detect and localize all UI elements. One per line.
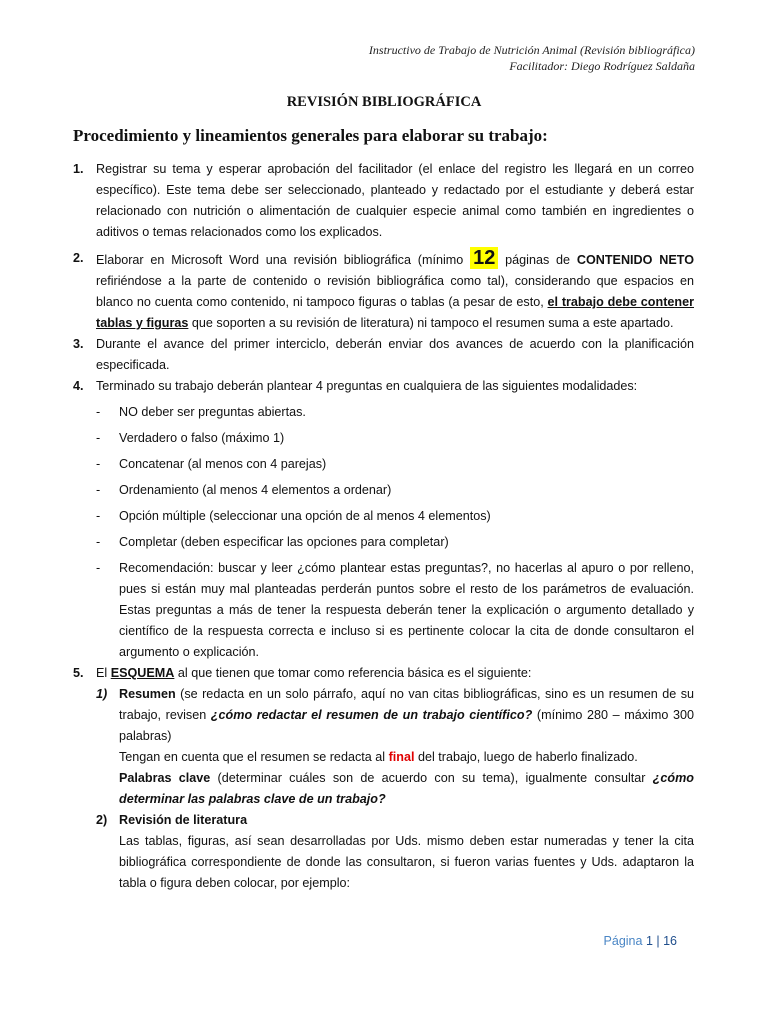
option-item (96, 454, 694, 475)
list-item-3 (73, 334, 694, 376)
option-text: NO deber ser preguntas abiertas. (119, 405, 306, 419)
item-number: 4. (73, 379, 84, 393)
page-header (369, 42, 695, 74)
keywords-label: Palabras clave (119, 771, 211, 785)
header-line-2: Facilitador: Diego Rodríguez Saldaña (509, 59, 695, 73)
section-number: 1) (96, 687, 108, 701)
scheme-section-summary (96, 684, 694, 810)
dash-bullet: - (96, 405, 101, 419)
net-content-label: CONTENIDO NETO (576, 253, 694, 267)
item-text: páginas de (498, 253, 577, 267)
dash-bullet: - (96, 535, 101, 549)
literature-label: Revisión de literatura (119, 813, 248, 827)
option-item (96, 428, 694, 449)
note-text: Tengan en cuenta que el resumen se redacta al (119, 750, 389, 764)
option-item (96, 532, 694, 553)
item-number: 3. (73, 337, 84, 351)
item-number: 5. (73, 666, 84, 680)
scheme-label: ESQUEMA (110, 666, 175, 680)
header-line-1: Instructivo de Trabajo de Nutrición Animal (Revisión bibliográfica) (368, 43, 695, 57)
question-options (73, 402, 694, 663)
scheme-section-literature (96, 810, 694, 894)
option-text: Recomendación: buscar y leer ¿cómo plantear estas preguntas?, no hacerlas al apuro o por relleno, pues si están muy mal planteadas perderán puntos sobre el resto de los parámetros de evaluación. Estas preguntas a más de tener la respuesta deberán tener la explicación o argumento detallado y científico de la respuesta correcta e incluso si es pertinente colocar la cita de donde consultaron el argumento o explicación. (119, 561, 694, 659)
current-page: 1 (645, 934, 653, 948)
dash-bullet: - (96, 483, 101, 497)
page-separator: | (652, 934, 664, 948)
summary-text: (mínimo 280 – máximo 300 palabras) (119, 708, 694, 743)
option-item (96, 480, 694, 501)
summary-note (119, 747, 694, 768)
keywords-text: (determinar cuáles son de acuerdo con su tema), igualmente consultar (210, 771, 653, 785)
page-label: Página (603, 934, 646, 948)
option-text: Concatenar (al menos con 4 parejas) (119, 457, 327, 471)
total-pages: 16 (663, 934, 677, 948)
item-text: al que tienen que tomar como referencia básica es el siguiente: (174, 666, 532, 680)
instructions-list (73, 159, 694, 894)
option-item (96, 402, 694, 423)
min-pages-highlight: 12 (470, 247, 498, 269)
option-item (96, 558, 694, 663)
option-item (96, 506, 694, 527)
list-item-1 (73, 159, 694, 243)
item-text: Elaborar en Microsoft Word una revisión bibliográfica (mínimo (96, 253, 471, 267)
option-text: Opción múltiple (seleccionar una opción de al menos 4 elementos) (119, 509, 491, 523)
summary-text: (se redacta en un solo párrafo, aquí no van citas bibliográficas, sino es un resumen de su trabajo, revisen (119, 687, 694, 722)
item-text: El (96, 666, 111, 680)
literature-text: Las tablas, figuras, así sean desarrolladas por Uds. mismo deben estar numeradas y tener la cita bibliográfica correspondiente de donde las consultaron, si fueron varias fuentes y Uds. adaptaron la tabla o figura deben colocar, por ejemplo: (119, 834, 694, 890)
scheme-sections (73, 684, 694, 894)
dash-bullet: - (96, 561, 101, 575)
option-text: Verdadero o falso (máximo 1) (119, 431, 285, 445)
item-text: que soporten a su revisión de literatura) ni tampoco el resumen suma a este apartado. (188, 316, 674, 330)
summary-label: Resumen (119, 687, 176, 701)
item-text: Terminado su trabajo deberán plantear 4 preguntas en cualquiera de las siguientes modalidades: (96, 379, 638, 393)
section-heading: Procedimiento y lineamientos generales para elaborar su trabajo: (73, 126, 548, 145)
dash-bullet: - (96, 457, 101, 471)
note-text: del trabajo, luego de haberlo finalizado. (414, 750, 638, 764)
dash-bullet: - (96, 431, 101, 445)
summary-guide-reference: ¿cómo redactar el resumen de un trabajo científico? (210, 708, 533, 722)
option-text: Completar (deben especificar las opciones para completar) (119, 535, 449, 549)
document-title: REVISIÓN BIBLIOGRÁFICA (286, 94, 482, 110)
list-item-2 (73, 248, 694, 334)
tables-figures-note: el trabajo debe contener tablas y figuras (96, 295, 694, 330)
section-number: 2) (96, 813, 108, 827)
keywords-paragraph (119, 768, 694, 810)
final-emphasis: final (388, 750, 415, 764)
item-text: refiriéndose a la parte de contenido o revisión bibliográfica como tal), considerando que espacios en blanco no cuenta como contenido, ni tampoco figuras o tablas (a pesar de esto, (96, 274, 694, 309)
keywords-guide-reference: ¿cómo determinar las palabras clave de un trabajo? (119, 771, 694, 806)
item-number: 1. (73, 162, 84, 176)
dash-bullet: - (96, 509, 101, 523)
list-item-5 (73, 663, 694, 684)
option-text: Ordenamiento (al menos 4 elementos a ordenar) (119, 483, 392, 497)
item-text: Registrar su tema y esperar aprobación del facilitador (el enlace del registro les llegará en un correo específico). Este tema debe ser seleccionado, planteado y redactado por el estudiante y deberá estar relacionado con nutrición o alimentación de cualquier especie animal como también en ingredientes o aditivos o temas relacionados como los explicados. (96, 162, 694, 239)
item-text: Durante el avance del primer interciclo, deberán enviar dos avances de acuerdo con la planificación especificada. (96, 337, 694, 372)
item-number: 2. (73, 251, 84, 265)
list-item-4 (73, 376, 694, 397)
summary-paragraph (119, 684, 694, 747)
page-number (604, 934, 677, 948)
